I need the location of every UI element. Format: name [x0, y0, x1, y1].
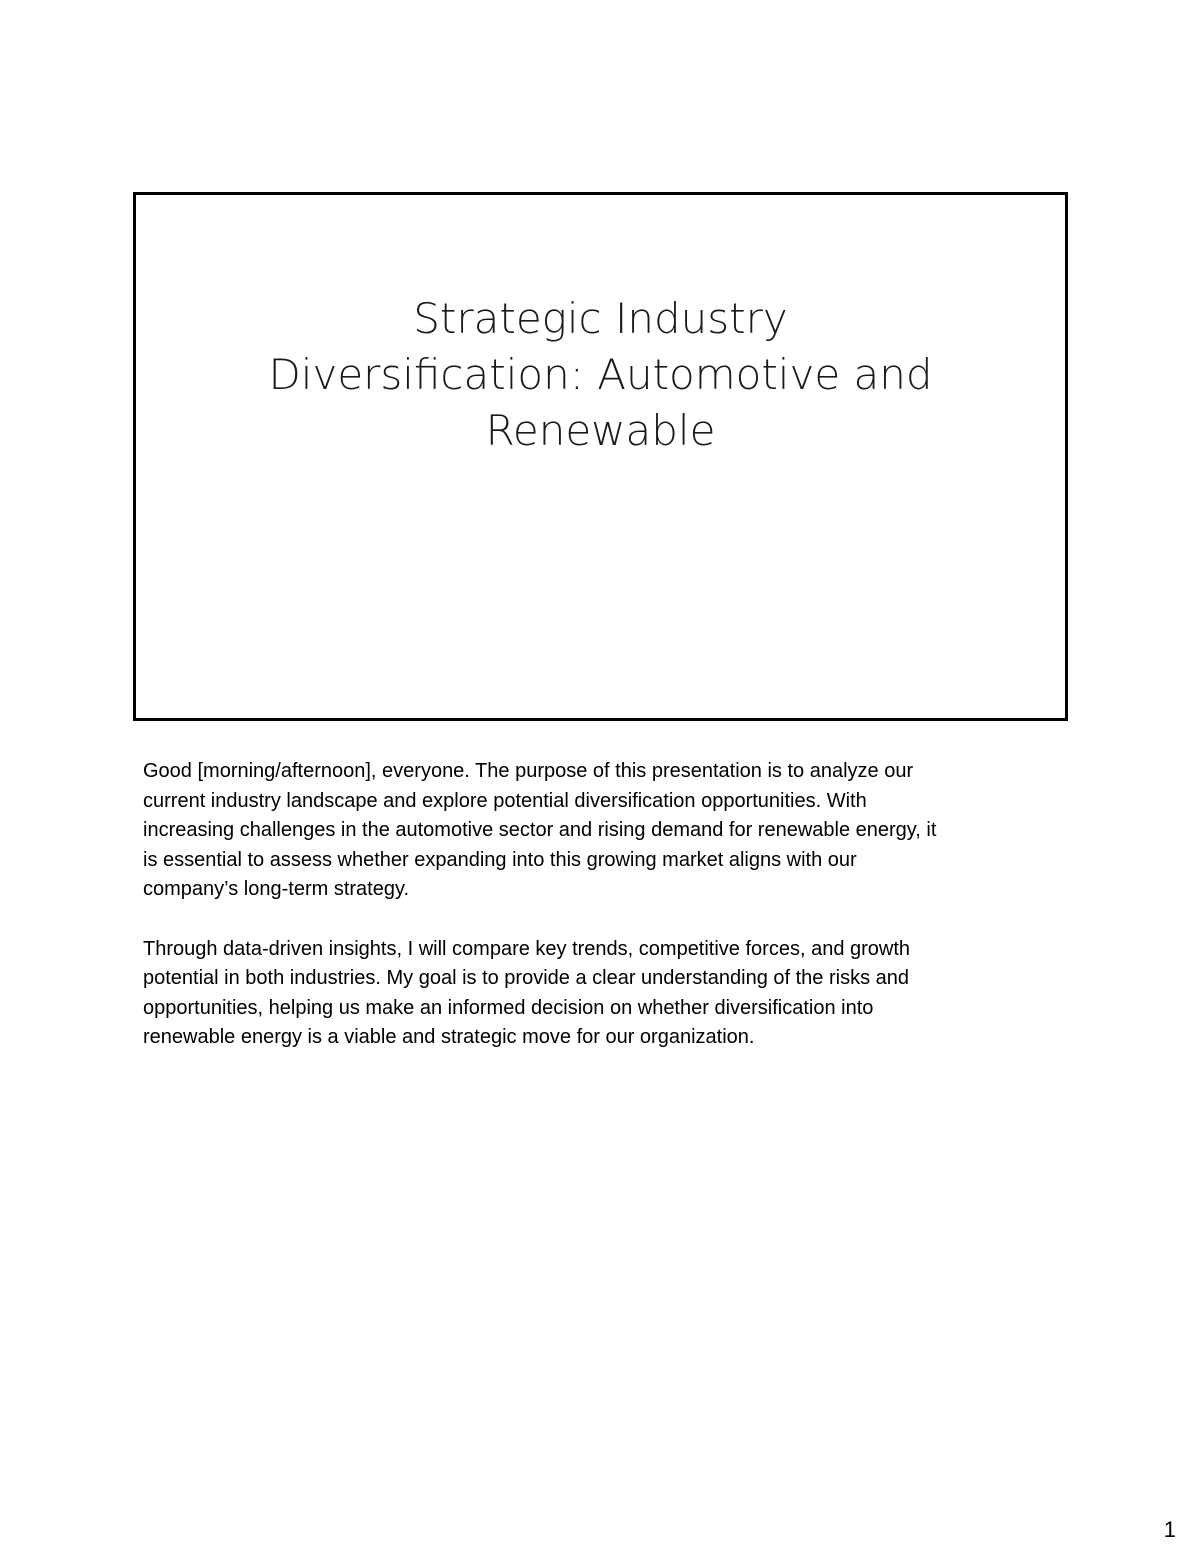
notes-line: current industry landscape and explore potential diversification opportunities. With: [143, 789, 867, 812]
notes-line: Good [morning/afternoon], everyone. The purpose of this presentation is to analyze our: [143, 760, 914, 782]
notes-line: potential in both industries. My goal is to provide a clear understanding of the risks and: [143, 967, 909, 990]
notes-line: opportunities, helping us make an informed decision on whether diversification into: [143, 996, 874, 1019]
notes-line: Through data-driven insights, I will compare key trends, competitive forces, and growth: [143, 937, 911, 960]
page-number: 1: [1163, 1517, 1176, 1542]
notes-line: renewable energy is a viable and strategic move for our organization.: [143, 1026, 755, 1049]
slide-title-line: Diversification: Automotive and: [268, 350, 933, 399]
notes-paragraph: [143, 757, 1063, 905]
notes-line: increasing challenges in the automotive sector and rising demand for renewable energy, it: [143, 819, 937, 842]
slide-thumbnail: [133, 192, 1068, 721]
speaker-notes: [143, 757, 1063, 1083]
notes-line: is essential to assess whether expanding into this growing market aligns with our: [143, 848, 857, 871]
slide-title-line: Renewable: [485, 406, 716, 455]
slide-title: [136, 291, 1065, 459]
notes-paragraph: [143, 935, 1063, 1053]
slide-title-line: Strategic Industry: [413, 294, 788, 343]
notes-line: company’s long-term strategy.: [143, 878, 410, 901]
